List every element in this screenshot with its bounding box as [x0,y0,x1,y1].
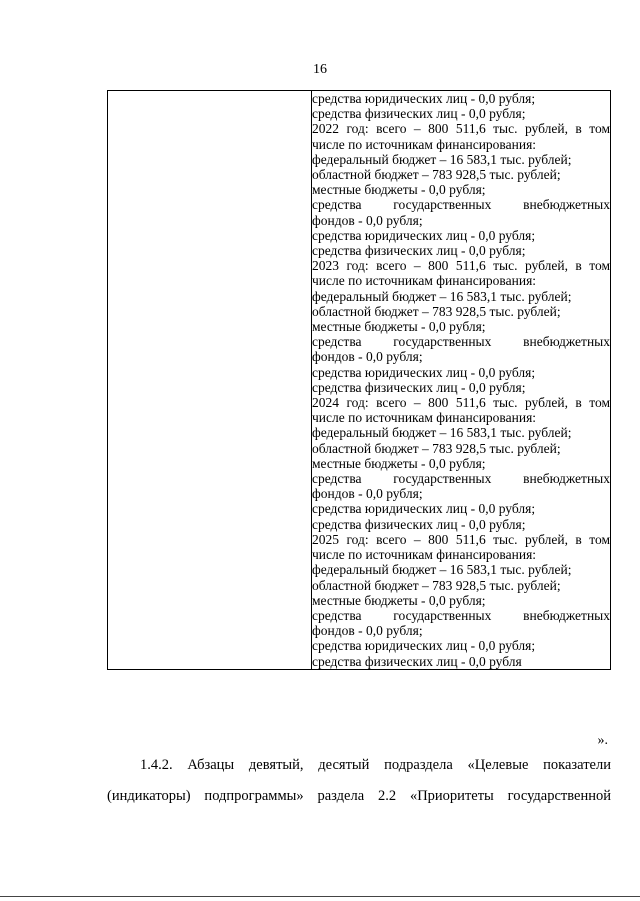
paragraph-line-2 [107,787,611,805]
financing-line: федеральный бюджет – 16 583,1 тыс. рублей; [312,562,572,578]
financing-line: местные бюджеты - 0,0 рубля; [312,592,486,608]
financing-line: средства физических лиц - 0,0 рубля; [312,516,526,532]
paragraph-text: (индикаторы) подпрограммы» раздела 2.2 «Приоритеты государственной [107,788,611,804]
page-bottom-rule [0,896,640,897]
financing-line: местные бюджеты - 0,0 рубля; [312,319,486,335]
closing-quote: ». [597,733,608,748]
page-number: 16 [313,62,327,77]
financing-line: федеральный бюджет – 16 583,1 тыс. рублей; [312,425,572,441]
financing-line: средства физических лиц - 0,0 рубля; [312,243,526,259]
financing-line: числе по источникам финансирования: [312,136,537,152]
financing-line: числе по источникам финансирования: [312,547,537,563]
financing-line: средства физических лиц - 0,0 рубля; [312,106,526,122]
financing-line: средства государственных внебюджетных [312,197,610,213]
financing-line: фондов - 0,0 рубля; [312,623,423,639]
paragraph-line-1 [107,756,611,774]
financing-table [107,90,611,670]
financing-line: средства юридических лиц - 0,0 рубля; [312,91,536,106]
financing-line: средства государственных внебюджетных [312,471,610,487]
financing-line: фондов - 0,0 рубля; [312,486,423,502]
financing-line: средства юридических лиц - 0,0 рубля; [312,364,536,380]
financing-line: областной бюджет – 783 928,5 тыс. рублей; [312,167,561,183]
financing-line: 2023 год: всего – 800 511,6 тыс. рублей, в том [312,258,610,274]
financing-line: числе по источникам финансирования: [312,273,537,289]
financing-line: областной бюджет – 783 928,5 тыс. рублей; [312,303,561,319]
paragraph-text: 1.4.2. Абзацы девятый, десятый подраздела «Целевые показатели [140,757,611,773]
financing-line: областной бюджет – 783 928,5 тыс. рублей; [312,440,561,456]
financing-line: областной бюджет – 783 928,5 тыс. рублей; [312,577,561,593]
financing-line: средства государственных внебюджетных [312,334,610,350]
financing-line: средства юридических лиц - 0,0 рубля; [312,638,536,654]
financing-line: средства государственных внебюджетных [312,607,610,623]
financing-line: федеральный бюджет – 16 583,1 тыс. рублей; [312,151,572,167]
financing-line: 2025 год: всего – 800 511,6 тыс. рублей, в том [312,531,610,547]
financing-line: числе по источникам финансирования: [312,410,537,426]
financing-line: фондов - 0,0 рубля; [312,212,423,228]
financing-line: средства юридических лиц - 0,0 рубля; [312,227,536,243]
financing-line: 2024 год: всего – 800 511,6 тыс. рублей, в том [312,395,610,411]
financing-line: федеральный бюджет – 16 583,1 тыс. рублей; [312,288,572,304]
financing-line: средства физических лиц - 0,0 рубля [312,653,522,669]
financing-line: фондов - 0,0 рубля; [312,349,423,365]
table-left-cell [108,91,312,670]
financing-line: местные бюджеты - 0,0 рубля; [312,455,486,471]
financing-line: 2022 год: всего – 800 511,6 тыс. рублей, в том [312,121,610,137]
table-row [108,91,611,670]
table-right-cell [312,91,611,670]
financing-line: средства физических лиц - 0,0 рубля; [312,379,526,395]
financing-line: средства юридических лиц - 0,0 рубля; [312,501,536,517]
financing-line: местные бюджеты - 0,0 рубля; [312,182,486,198]
